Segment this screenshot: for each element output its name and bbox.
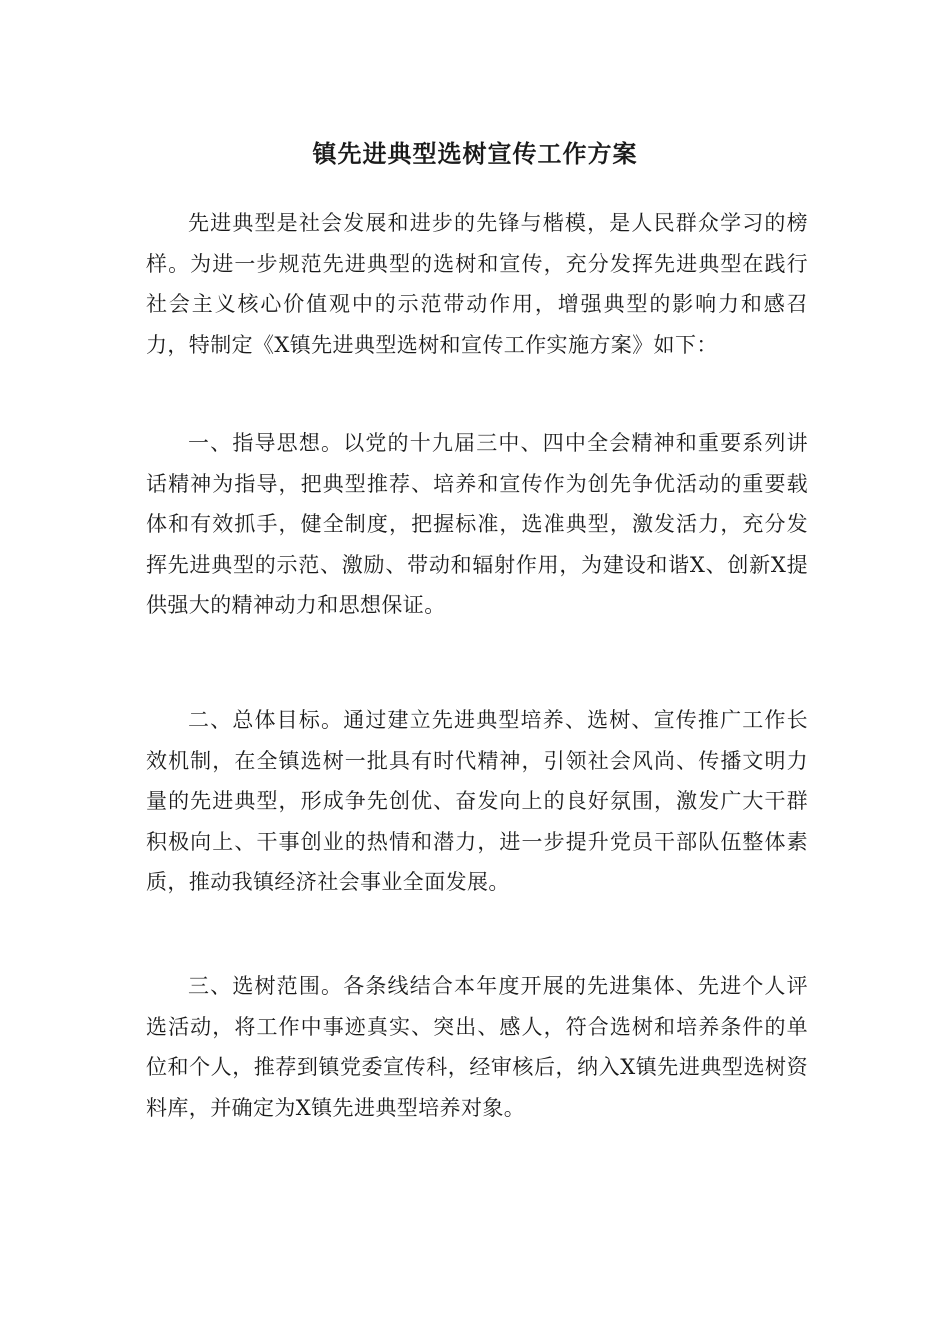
- document-title: 镇先进典型选树宣传工作方案: [312, 139, 638, 168]
- intro-paragraph: 先进典型是社会发展和进步的先锋与楷模，是人民群众学习的榜样。为进一步规范先进典型的选树和宣传，充分发挥先进典型在践行社会主义核心价值观中的示范带动作用，增强典型的影响力和感召力，特制定《X镇先进典型选树和宣传工作实施方案》如下：: [146, 211, 808, 357]
- section-selection-scope: 三、选树范围。各条线结合本年度开展的先进集体、先进个人评选活动，将工作中事迹真实、突出、感人，符合选树和培养条件的单位和个人，推荐到镇党委宣传科，经审核后，纳入X镇先进典型选树资料库，并确定为X镇先进典型培养对象。: [146, 974, 808, 1120]
- section-guiding-ideology: 一、指导思想。以党的十九届三中、四中全会精神和重要系列讲话精神为指导，把典型推荐、培养和宣传作为创先争优活动的重要载体和有效抓手，健全制度，把握标准，选准典型，激发活力，充分发挥先进典型的示范、激励、带动和辐射作用，为建设和谐X、创新X提供强大的精神动力和思想保证。: [146, 431, 808, 617]
- section-overall-goal: 二、总体目标。通过建立先进典型培养、选树、宣传推广工作长效机制，在全镇选树一批具有时代精神，引领社会风尚、传播文明力量的先进典型，形成争先创优、奋发向上的良好氛围，激发广大干群积极向上、干事创业的热情和潜力，进一步提升党员干部队伍整体素质，推动我镇经济社会事业全面发展。: [146, 708, 808, 894]
